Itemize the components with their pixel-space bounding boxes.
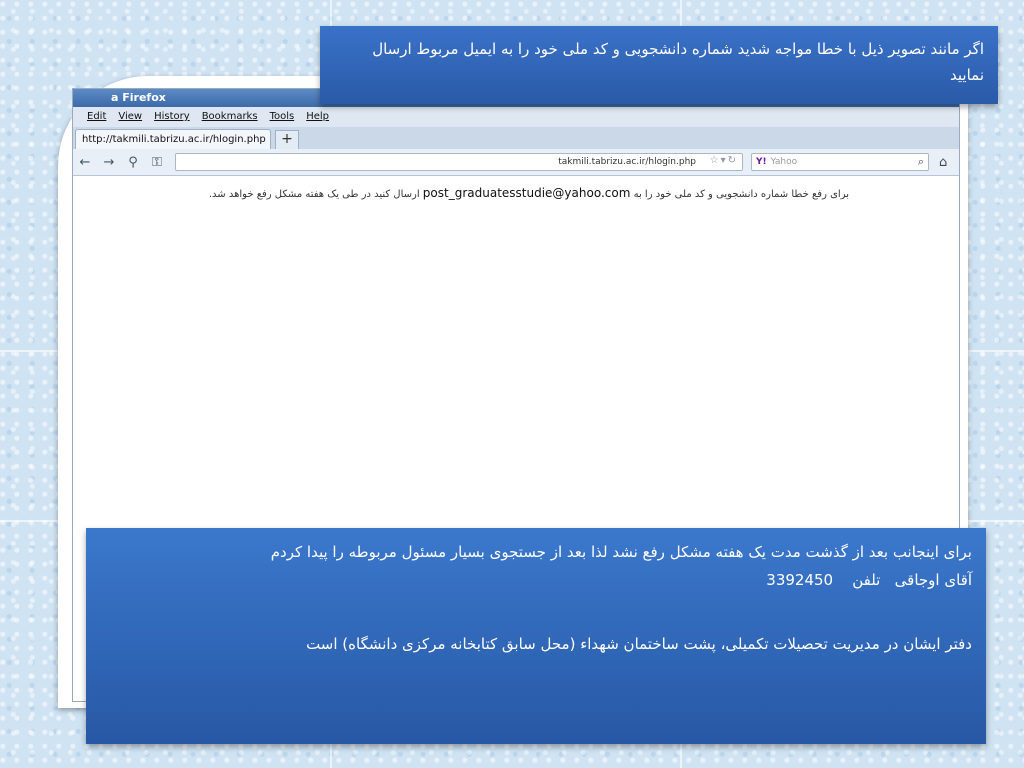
- navigation-bar: [73, 149, 959, 176]
- url-bar[interactable]: [175, 153, 743, 171]
- error-notice: [209, 186, 849, 200]
- menu-help[interactable]: Help: [306, 111, 330, 122]
- menu-tools[interactable]: Tools: [269, 111, 295, 122]
- identity-key-icon[interactable]: ⚿: [152, 154, 162, 170]
- notice-text-after: ارسال کنید در طی یک هفته مشکل رفع خواهد شد.: [208, 189, 420, 200]
- reload-icon[interactable]: ↻: [727, 155, 738, 166]
- menu-bookmarks[interactable]: Bookmarks: [201, 111, 258, 122]
- menu-history[interactable]: History: [154, 111, 190, 122]
- search-icon[interactable]: ⌕: [917, 155, 924, 168]
- bookmark-star-icon[interactable]: ☆: [709, 155, 721, 166]
- support-email: post_graduatesstudie@yahoo.com: [422, 186, 631, 200]
- search-bar[interactable]: [751, 153, 929, 171]
- top-instruction-text: اگر مانند تصویر ذیل با خطا مواجه شدید شماره دانشجویی و کد ملی خود را به ایمیل مربوط ارسال نمایید: [372, 40, 984, 84]
- office-location: دفتر ایشان در مدیریت تحصیلات تکمیلی، پشت ساختمان شهداء (محل سابق کتابخانه مرکزی دانشگاه) است: [306, 635, 972, 653]
- extension-icon[interactable]: ⚲: [128, 154, 138, 170]
- bottom-info-line1: برای اینجانب بعد از گذشت مدت یک هفته مشکل رفع نشد لذا بعد از جستجوی بسیار مسئول مربوطه را پیدا کردم: [270, 543, 972, 561]
- back-arrow-icon[interactable]: ←: [79, 154, 91, 170]
- phone-label: تلفن: [852, 571, 881, 589]
- tab-hlogin[interactable]: http://takmili.tabrizu.ac.ir/hlogin.php: [75, 129, 271, 149]
- bottom-info-callout: [86, 528, 986, 744]
- menu-view[interactable]: View: [118, 111, 143, 122]
- history-dropdown-icon[interactable]: ▾: [720, 155, 728, 166]
- menu-bar: [73, 107, 959, 127]
- window-title: a Firefox: [73, 89, 959, 107]
- notice-text-before: برای رفع خطا شماره دانشجویی و کد ملی خود را به: [633, 189, 849, 200]
- contact-line: [100, 566, 972, 594]
- contact-name: آقای اوجاقی: [894, 571, 972, 589]
- phone-number: 3392450: [766, 571, 834, 589]
- top-instruction-callout: [320, 26, 998, 104]
- search-engine-logo[interactable]: Y!: [756, 157, 767, 167]
- url-text: takmili.tabrizu.ac.ir/hlogin.php: [558, 157, 696, 167]
- menu-edit[interactable]: Edit: [87, 111, 107, 122]
- home-icon[interactable]: ⌂: [939, 154, 948, 170]
- new-tab-button[interactable]: +: [275, 130, 299, 149]
- tab-bar: [73, 127, 959, 149]
- search-placeholder: Yahoo: [770, 157, 798, 167]
- forward-arrow-icon[interactable]: →: [103, 154, 115, 170]
